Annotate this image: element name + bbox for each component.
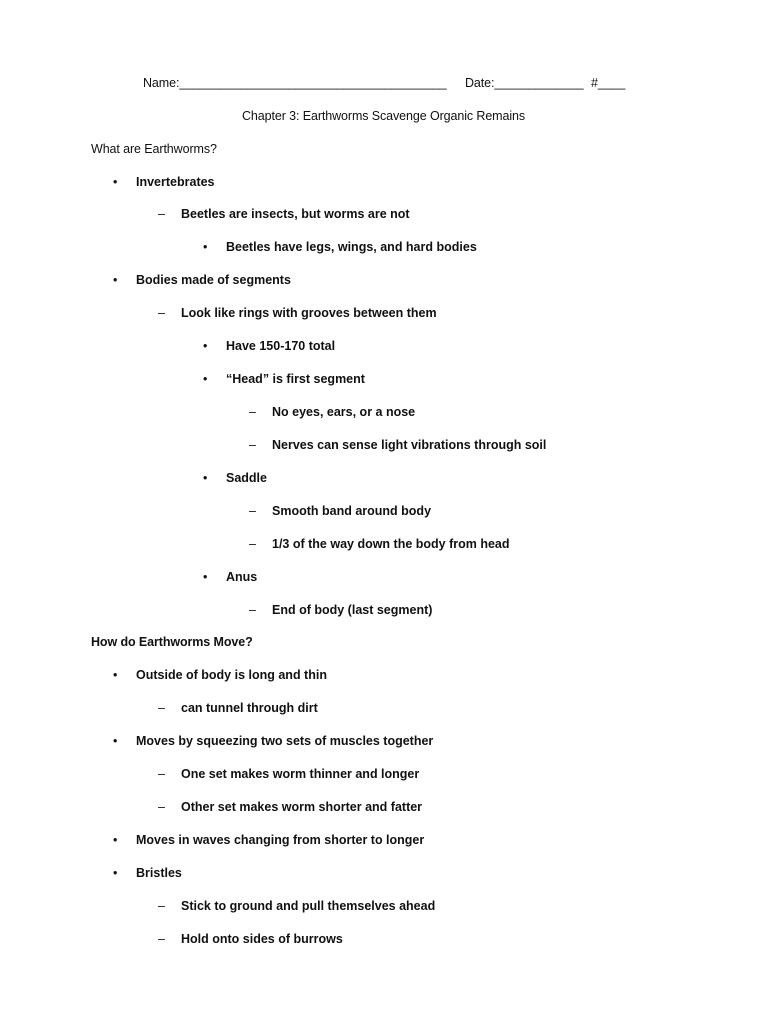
name-field-line: Name:_______________________________________ xyxy=(143,76,447,90)
page-title: Chapter 3: Earthworms Scavenge Organic Remains xyxy=(242,109,526,123)
number-field-line: #____ xyxy=(591,76,626,90)
date-field-line: Date:_____________ xyxy=(465,76,584,90)
list-item-text: Look like rings with grooves between them xyxy=(181,306,437,320)
bullet-marker: • xyxy=(203,570,208,584)
bullet-marker: • xyxy=(113,734,118,748)
list-item-text: Bristles xyxy=(136,866,182,880)
dash-marker: – xyxy=(249,603,256,617)
dash-marker: – xyxy=(158,207,165,221)
list-item-text: Other set makes worm shorter and fatter xyxy=(181,800,423,814)
list-item-text: One set makes worm thinner and longer xyxy=(181,767,420,781)
dash-marker: – xyxy=(249,504,256,518)
dash-marker: – xyxy=(158,899,165,913)
bullet-marker: • xyxy=(113,273,118,287)
dash-marker: – xyxy=(158,306,165,320)
bullet-marker: • xyxy=(203,240,208,254)
section-heading-what: What are Earthworms? xyxy=(91,142,217,156)
dash-marker: – xyxy=(158,800,165,814)
list-item-text: can tunnel through dirt xyxy=(181,701,318,715)
list-item-text: End of body (last segment) xyxy=(272,603,433,617)
section-heading-move: How do Earthworms Move? xyxy=(91,635,253,649)
dash-marker: – xyxy=(158,767,165,781)
list-item-text: Saddle xyxy=(226,471,267,485)
list-item-text: Moves in waves changing from shorter to longer xyxy=(136,833,425,847)
dash-marker: – xyxy=(158,701,165,715)
bullet-marker: • xyxy=(113,833,118,847)
dash-marker: – xyxy=(249,405,256,419)
list-item-text: Hold onto sides of burrows xyxy=(181,932,343,946)
list-item-text: Stick to ground and pull themselves ahead xyxy=(181,899,436,913)
dash-marker: – xyxy=(249,537,256,551)
list-item-text: Outside of body is long and thin xyxy=(136,668,327,682)
bullet-marker: • xyxy=(113,668,118,682)
list-item-text: Moves by squeezing two sets of muscles together xyxy=(136,734,434,748)
list-item-text: Invertebrates xyxy=(136,175,215,189)
bullet-marker: • xyxy=(203,471,208,485)
dash-marker: – xyxy=(249,438,256,452)
list-item-text: “Head” is first segment xyxy=(226,372,365,386)
list-item-text: Anus xyxy=(226,570,258,584)
list-item-text: Bodies made of segments xyxy=(136,273,291,287)
list-item-text: Beetles are insects, but worms are not xyxy=(181,207,410,221)
dash-marker: – xyxy=(158,932,165,946)
list-item-text: Nerves can sense light vibrations through soil xyxy=(272,438,547,452)
bullet-marker: • xyxy=(203,339,208,353)
list-item-text: Beetles have legs, wings, and hard bodies xyxy=(226,240,477,254)
bullet-marker: • xyxy=(203,372,208,386)
list-item-text: Have 150-170 total xyxy=(226,339,336,353)
list-item-text: Smooth band around body xyxy=(272,504,432,518)
list-item-text: 1/3 of the way down the body from head xyxy=(272,537,510,551)
list-item-text: No eyes, ears, or a nose xyxy=(272,405,416,419)
bullet-marker: • xyxy=(113,175,118,189)
bullet-marker: • xyxy=(113,866,118,880)
